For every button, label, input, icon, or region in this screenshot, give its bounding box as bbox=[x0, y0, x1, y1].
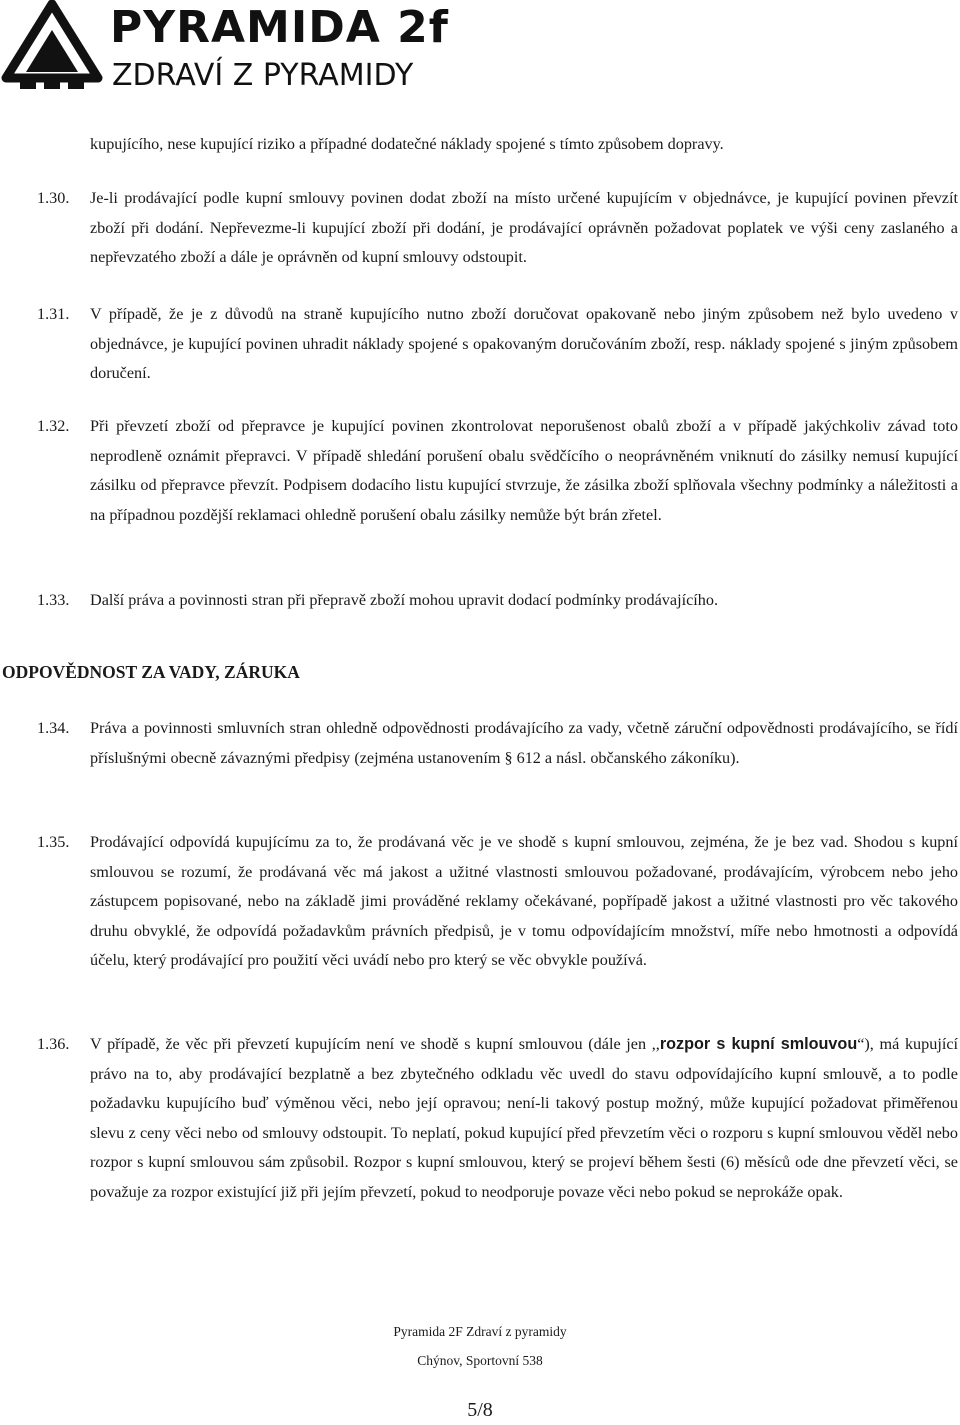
paragraph-text: Práva a povinnosti smluvních stran ohledně odpovědnosti prodávajícího za vady, včetně záruční odpovědnosti prodávajícího, se řídí příslušnými obecně závaznými předpisy (zejména ustanovením § 612 a násl. občanského zákoníku). bbox=[90, 719, 958, 767]
page-header bbox=[0, 0, 960, 100]
paragraph-1-33 bbox=[37, 586, 958, 616]
paragraph-number: 1.30. bbox=[37, 189, 70, 207]
footer-address: Chýnov, Sportovní 538 bbox=[417, 1353, 543, 1368]
defined-term: rozpor s kupní smlouvou bbox=[659, 1035, 858, 1053]
paragraph-number: 1.34. bbox=[37, 719, 70, 737]
paragraph-number: 1.33. bbox=[37, 591, 70, 609]
paragraph-1-34 bbox=[37, 714, 958, 773]
paragraph-number: 1.36. bbox=[37, 1035, 70, 1053]
paragraph-1-30 bbox=[37, 184, 958, 273]
paragraph-number: 1.32. bbox=[37, 417, 70, 435]
paragraph-1-32 bbox=[37, 412, 958, 530]
paragraph-1-35 bbox=[37, 828, 958, 976]
paragraph-1-31 bbox=[37, 300, 958, 389]
brand-tagline: ZDRAVÍ Z PYRAMIDY bbox=[112, 58, 414, 93]
page-number: 5/8 bbox=[467, 1399, 493, 1421]
paragraph-text: Při převzetí zboží od přepravce je kupující povinen zkontrolovat neporušenost obalů zboží a v případě jakýchkoliv závad toto neprodleně oznámit přepravci. V případě shledání porušení obalu svědčícího o neoprávněném vniknutí do zásilky nemusí kupující zásilku od přepravce převzít. Podpisem dodacího listu kupující stvrzuje, že zásilka zboží splňovala všechny podmínky a náležitosti a na případnou pozdější reklamaci ohledně porušení obalu zásilky nemůže být brán zřetel. bbox=[90, 417, 958, 524]
paragraph-text: Je-li prodávající podle kupní smlouvy povinen dodat zboží na místo určené kupujícím v objednávce, je kupující povinen převzít zboží při dodání. Nepřevezme-li kupující zboží při dodání, je prodávající oprávněn požadovat poplatek ve výši ceny zaslaného a nepřevzatého zboží a dále je oprávněn od kupní smlouvy odstoupit. bbox=[90, 189, 958, 266]
pyramid-logo-icon bbox=[0, 0, 105, 95]
paragraph-text-start: V případě, že věc při převzetí kupujícím není ve shodě s kupní smlouvou (dále jen ,, bbox=[90, 1035, 660, 1053]
paragraph-number: 1.31. bbox=[37, 305, 70, 323]
paragraph-text: Prodávající odpovídá kupujícímu za to, že prodávaná věc je ve shodě s kupní smlouvou, zejména, že je bez vad. Shodou s kupní smlouvou se rozumí, že prodávaná věc má jakost a užitné vlastnosti smlouvou požadované, prodávajícím, výrobcem nebo jeho zástupcem popisované, nebo na základě jimi prováděné reklamy očekávané, popřípadě jakost a užitné vlastnosti pro věc takového druhu obvyklé, že odpovídá požadavkům právních předpisů, je v tomu odpovídajícím množství, míře nebo hmotnosti a odpovídá účelu, který prodávající pro použití věci uvádí nebo pro který se věc obvykle používá. bbox=[90, 833, 958, 969]
paragraph-text: Další práva a povinnosti stran při přepravě zboží mohou upravit dodací podmínky prodávajícího. bbox=[90, 591, 719, 609]
paragraph-text-end: “), má kupující právo na to, aby prodávající bezplatně a bez zbytečného odkladu věc uvedl do stavu odpovídajícího kupní smlouvě, a to podle požadavku kupujícího buď výměnou věci, nebo její opravou; není-li takový postup možný, může kupující požadovat přiměřenou slevu z ceny věci nebo od smlouvy odstoupit. To neplatí, pokud kupující před převzetím věci o rozporu s kupní smlouvou věděl nebo rozpor s kupní smlouvou sám způsobil. Rozpor s kupní smlouvou, který se projeví během šesti (6) měsíců ode dne převzetí věci, se považuje za rozpor existující již při jejím převzetí, pokud to neodporuje povaze věci nebo pokud se neprokáže opak. bbox=[90, 1035, 959, 1201]
section-heading: ODPOVĚDNOST ZA VADY, ZÁRUKA bbox=[2, 662, 300, 682]
paragraph-number: 1.35. bbox=[37, 833, 70, 851]
paragraph-text: V případě, že je z důvodů na straně kupujícího nutno zboží doručovat opakovaně nebo jiným způsobem než bylo uvedeno v objednávce, je kupující povinen uhradit náklady spojené s opakovaným doručováním zboží, resp. náklady spojené s jiným způsobem doručení. bbox=[90, 305, 958, 382]
brand-name: PYRAMIDA 2f bbox=[110, 2, 449, 53]
paragraph-1-36 bbox=[37, 1030, 959, 1207]
paragraph-intro: kupujícího, nese kupující riziko a případné dodatečné náklady spojené s tímto způsobem dopravy. bbox=[90, 135, 724, 153]
footer-company: Pyramida 2F Zdraví z pyramidy bbox=[393, 1324, 567, 1339]
